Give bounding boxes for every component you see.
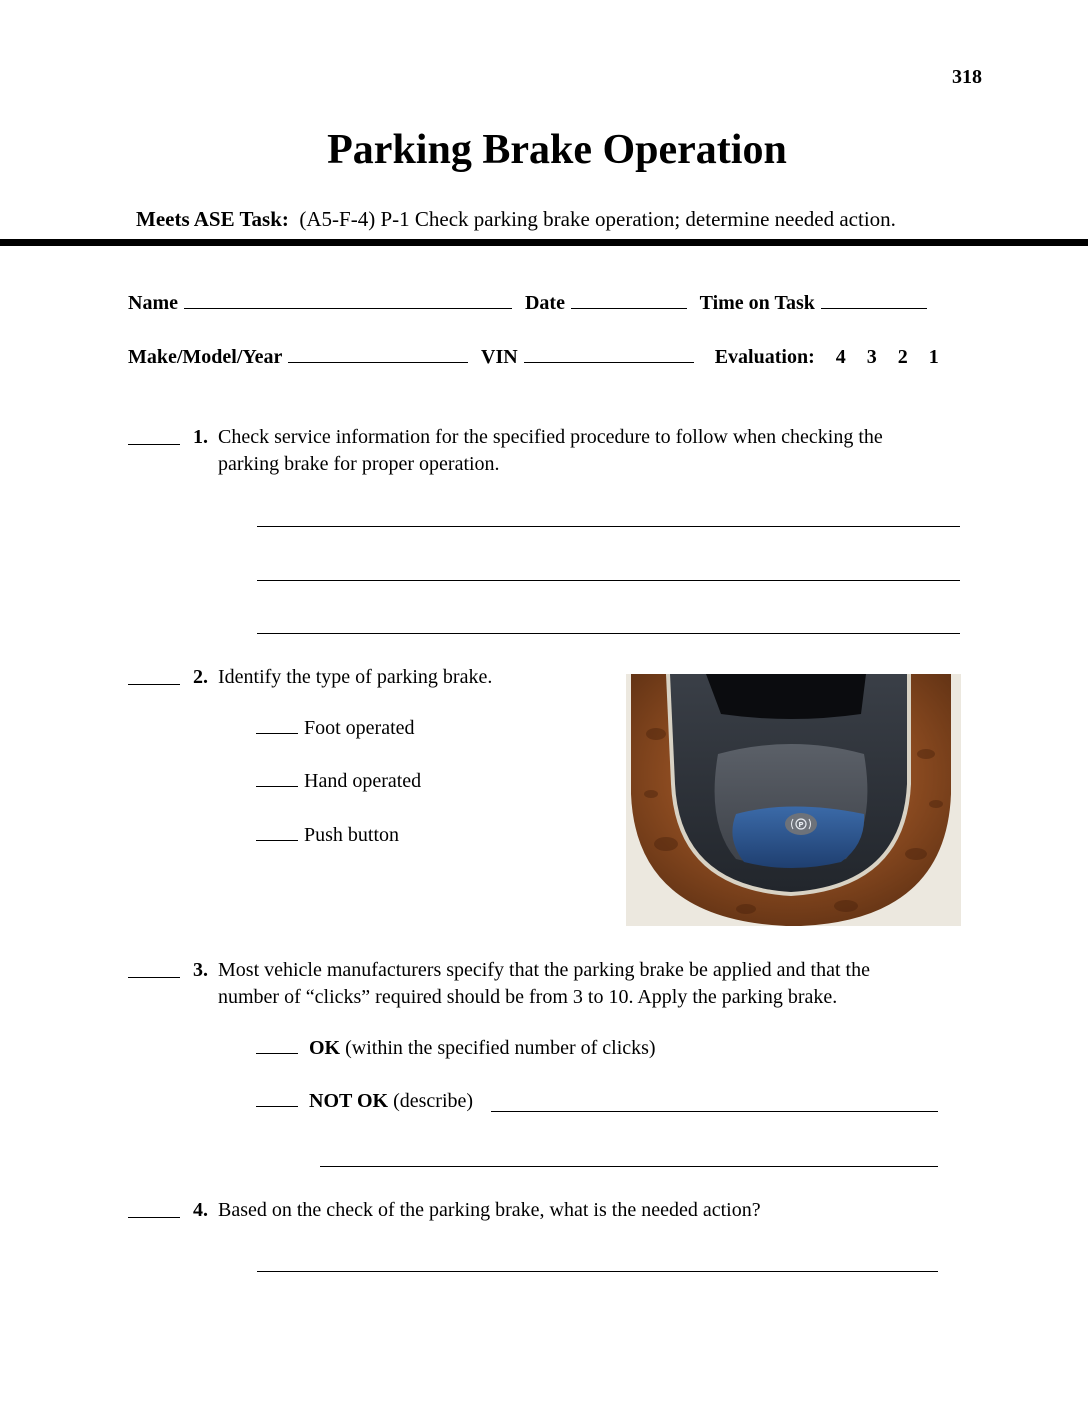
page-title: Parking Brake Operation: [327, 127, 787, 173]
q1-text: [218, 424, 883, 478]
q3-not-ok-text: (describe): [393, 1090, 474, 1112]
parking-brake-photo: [626, 674, 961, 926]
q4-check-blank[interactable]: [128, 1201, 180, 1218]
q1-check-blank[interactable]: [128, 428, 180, 445]
ase-task-label: Meets ASE Task:: [136, 207, 289, 231]
make-model-year-label: Make/Model/Year: [128, 346, 283, 368]
q3-describe-line-1[interactable]: [491, 1111, 938, 1112]
q2-check-blank[interactable]: [128, 668, 180, 685]
q3-ok-blank[interactable]: [256, 1037, 298, 1054]
evaluation-score-4[interactable]: 4: [835, 346, 846, 368]
vin-field[interactable]: [524, 344, 694, 363]
q3-option-ok: [256, 1037, 656, 1060]
date-label: Date: [524, 292, 565, 314]
q2-option-hand: [256, 770, 421, 793]
q3-option-not-ok: [256, 1090, 473, 1113]
q3-ok-text: (within the specified number of clicks): [345, 1037, 656, 1059]
q2-option-push-label: Push button: [304, 824, 400, 846]
student-info-row: [128, 290, 935, 315]
vehicle-info-row: [128, 344, 939, 369]
q4-text: Based on the check of the parking brake, what is the needed action?: [218, 1199, 761, 1221]
q3-text-line2: number of “clicks” required should be from 3 to 10. Apply the parking brake.: [218, 986, 838, 1008]
q3-not-ok-label: NOT OK: [309, 1090, 389, 1112]
date-field[interactable]: [571, 290, 687, 309]
evaluation-score-2[interactable]: 2: [897, 346, 908, 368]
q1-number: 1.: [193, 426, 208, 448]
q3-describe-line-2[interactable]: [320, 1166, 938, 1167]
page-number: 318: [952, 66, 982, 88]
time-on-task-field[interactable]: [821, 290, 927, 309]
q3-not-ok-blank[interactable]: [256, 1090, 298, 1107]
name-label: Name: [128, 292, 178, 314]
evaluation-score-1[interactable]: 1: [928, 346, 939, 368]
q2-option-hand-label: Hand operated: [304, 770, 422, 792]
time-on-task-label: Time on Task: [699, 292, 815, 314]
evaluation: [707, 346, 939, 368]
header-divider: [0, 239, 1088, 246]
q3-ok-label: OK: [309, 1037, 341, 1059]
q1-answer-line-2[interactable]: [257, 580, 960, 581]
q1-text-line1: Check service information for the specified procedure to follow when checking the: [218, 426, 883, 448]
q2-option-push-blank[interactable]: [256, 824, 298, 841]
q1-answer-line-1[interactable]: [257, 526, 960, 527]
q2-option-push: [256, 824, 399, 847]
evaluation-score-3[interactable]: 3: [866, 346, 877, 368]
vin-label: VIN: [481, 346, 518, 368]
name-field[interactable]: [184, 290, 512, 309]
q2-option-hand-blank[interactable]: [256, 770, 298, 787]
make-model-year-field[interactable]: [288, 344, 468, 363]
q4-answer-line[interactable]: [257, 1271, 938, 1272]
ase-task-text: (A5-F-4) P-1 Check parking brake operation; determine needed action.: [299, 207, 896, 231]
q2-option-foot-label: Foot operated: [304, 717, 415, 739]
evaluation-label: Evaluation:: [714, 346, 815, 368]
ase-task: [136, 207, 896, 232]
q3-text: [218, 957, 870, 1011]
q1-text-line2: parking brake for proper operation.: [218, 453, 500, 475]
svg-text:P: P: [798, 821, 804, 829]
console-image: [626, 674, 961, 926]
q2-text: Identify the type of parking brake.: [218, 666, 493, 688]
q4-number: 4.: [193, 1199, 208, 1221]
q2-option-foot-blank[interactable]: [256, 717, 298, 734]
q1-answer-line-3[interactable]: [257, 633, 960, 634]
q2-number: 2.: [193, 666, 208, 688]
q3-text-line1: Most vehicle manufacturers specify that the parking brake be applied and that the: [218, 959, 870, 981]
q3-check-blank[interactable]: [128, 961, 180, 978]
q2-option-foot: [256, 717, 415, 740]
q3-number: 3.: [193, 959, 208, 981]
